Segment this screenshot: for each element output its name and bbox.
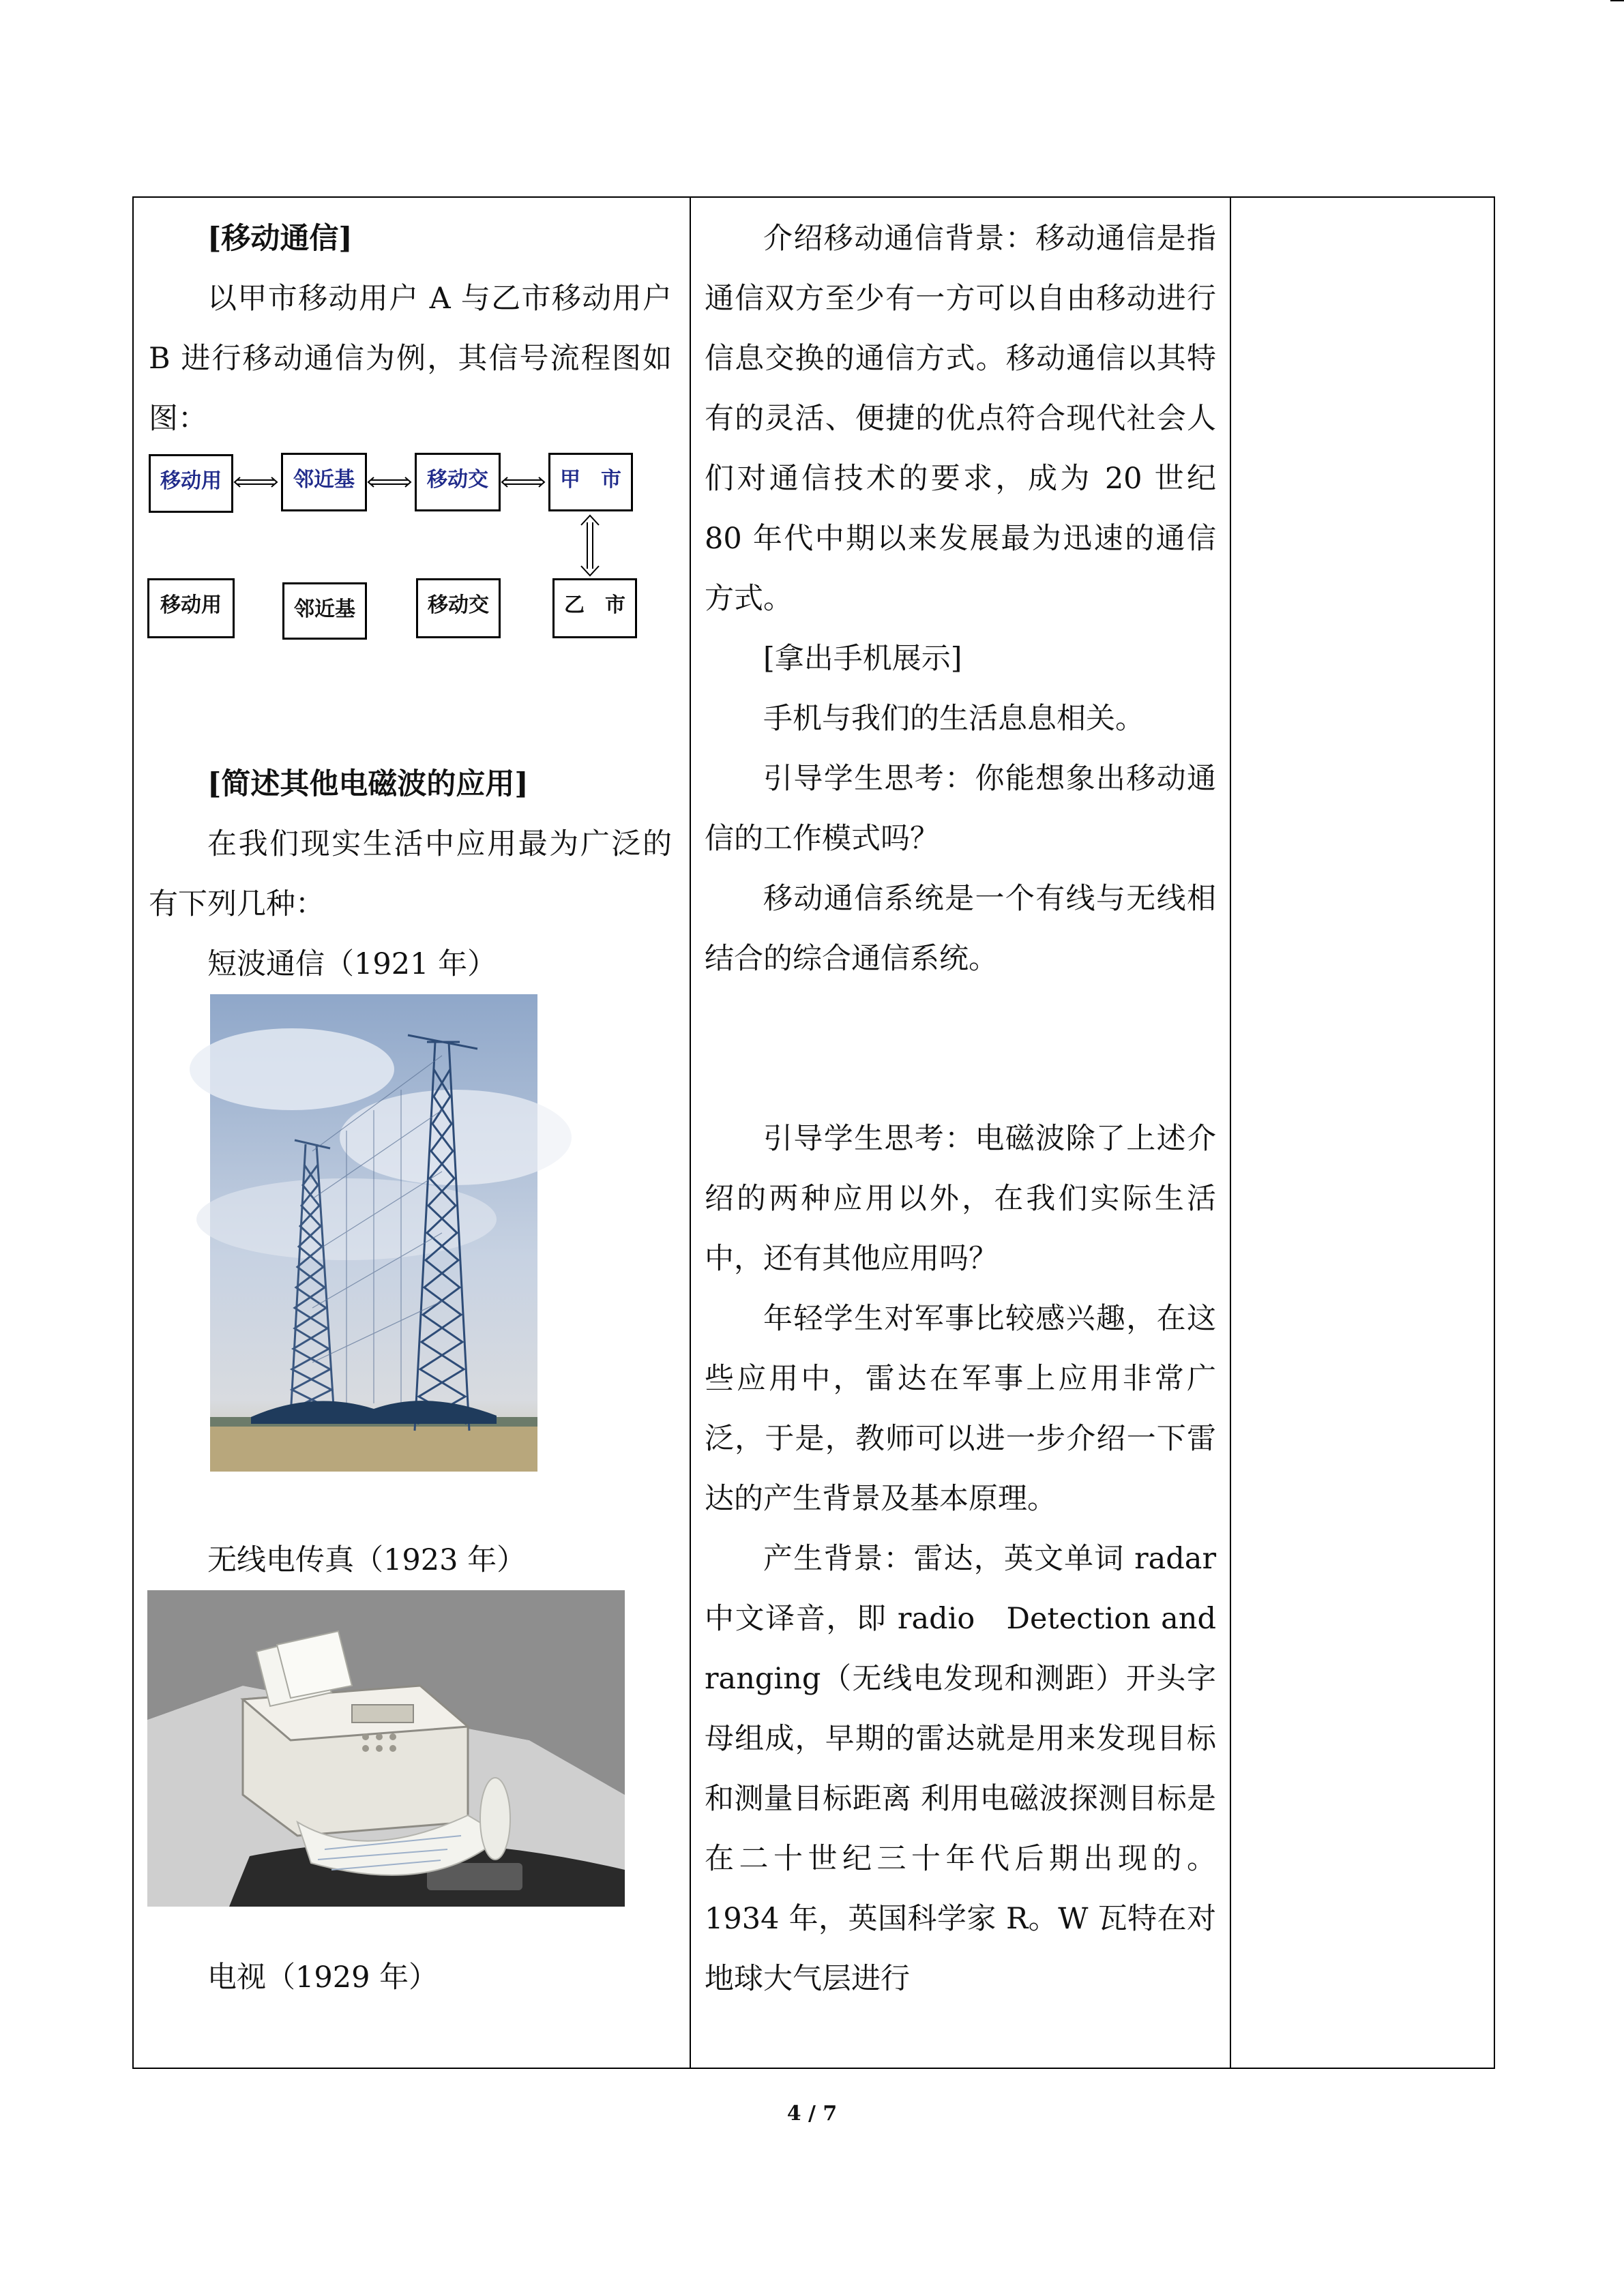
system-paragraph: 移动通信系统是一个有线与无线相结合的综合通信系统。 [705,882,1216,976]
page-number: 4 / 7 [786,2102,838,2126]
military-paragraph: 年轻学生对军事比较感兴趣，在这些应用中，雷达在军事上应用非常广泛，于是，教师可以进一步介绍一下雷达的产生背景及基本原理。 [705,1302,1216,1516]
signal-flow-diagram [149,454,653,652]
other-applications-text: 在我们现实生活中应用最为广泛的有下列几种： [149,827,672,921]
shortwave-towers-photo [210,994,537,1472]
radar-background-paragraph: 产生背景：雷达，英文单词 radar 中文译音，即 radio Detection and ranging（无线电发现和测距）开头字母组成，早期的雷达就是用来发现目标和测量目标距离 利用电磁波探测目标是在二十世纪三十年代后期出现的。1934 年，英国科学家 R。W 瓦特在对地球大气层进行 [705,1542,1245,1996]
middle-column [690,197,1245,2068]
other-applications-heading: [简述其他电磁波的应用] [207,767,529,801]
flow-box-switch-b: 移动交 [416,578,501,638]
flow-box-base-station-b: 邻近基 [282,582,367,640]
right-column [1230,197,1494,2068]
page-corner-mark [1610,0,1624,1]
flow-box-city-a: 甲 市 [548,453,633,511]
mobile-background-paragraph: 介绍移动通信背景：移动通信是指通信双方至少有一方可以自由移动进行信息交换的通信方式。移动通信以其特有的灵活、便捷的优点符合现代社会人们对通信技术的要求，成为 20 世纪 80 年代中期以来发展最为迅速的通信方式。 [705,222,1216,616]
show-phone-paragraph: [拿出手机展示] [763,642,962,676]
double-arrow-icon [233,477,278,487]
flow-box-mobile-user-b: 移动用 [147,578,235,638]
mobile-comm-text: 以甲市移动用户 A 与乙市移动用户 B 进行移动通信为例，其信号流程图如图： [149,282,672,436]
fax-label: 无线电传真（1923 年） [207,1543,527,1577]
double-arrow-icon [367,477,412,487]
left-column [133,197,690,2068]
tv-label: 电视（1929 年） [207,1960,439,1995]
think-other-paragraph: 引导学生思考：电磁波除了上述介绍的两种应用以外，在我们实际生活中，还有其他应用吗？ [705,1122,1216,1276]
fax-machine-photo [147,1590,625,1907]
think-mode-paragraph: 引导学生思考：你能想象出移动通信的工作模式吗？ [705,762,1216,856]
lesson-table [132,196,1495,2069]
mobile-comm-heading: [移动通信] [207,222,353,256]
flow-box-city-b: 乙 市 [552,578,637,638]
phone-life-paragraph: 手机与我们的生活息息相关。 [763,702,1145,736]
double-arrow-icon [501,477,546,487]
flow-box-switch-a: 移动交 [415,453,501,511]
shortwave-label: 短波通信（1921 年） [207,947,497,981]
flow-box-base-station-a: 邻近基 [281,453,367,511]
flow-box-mobile-user-a: 移动用 [149,454,233,513]
vertical-double-arrow-icon [580,514,597,577]
